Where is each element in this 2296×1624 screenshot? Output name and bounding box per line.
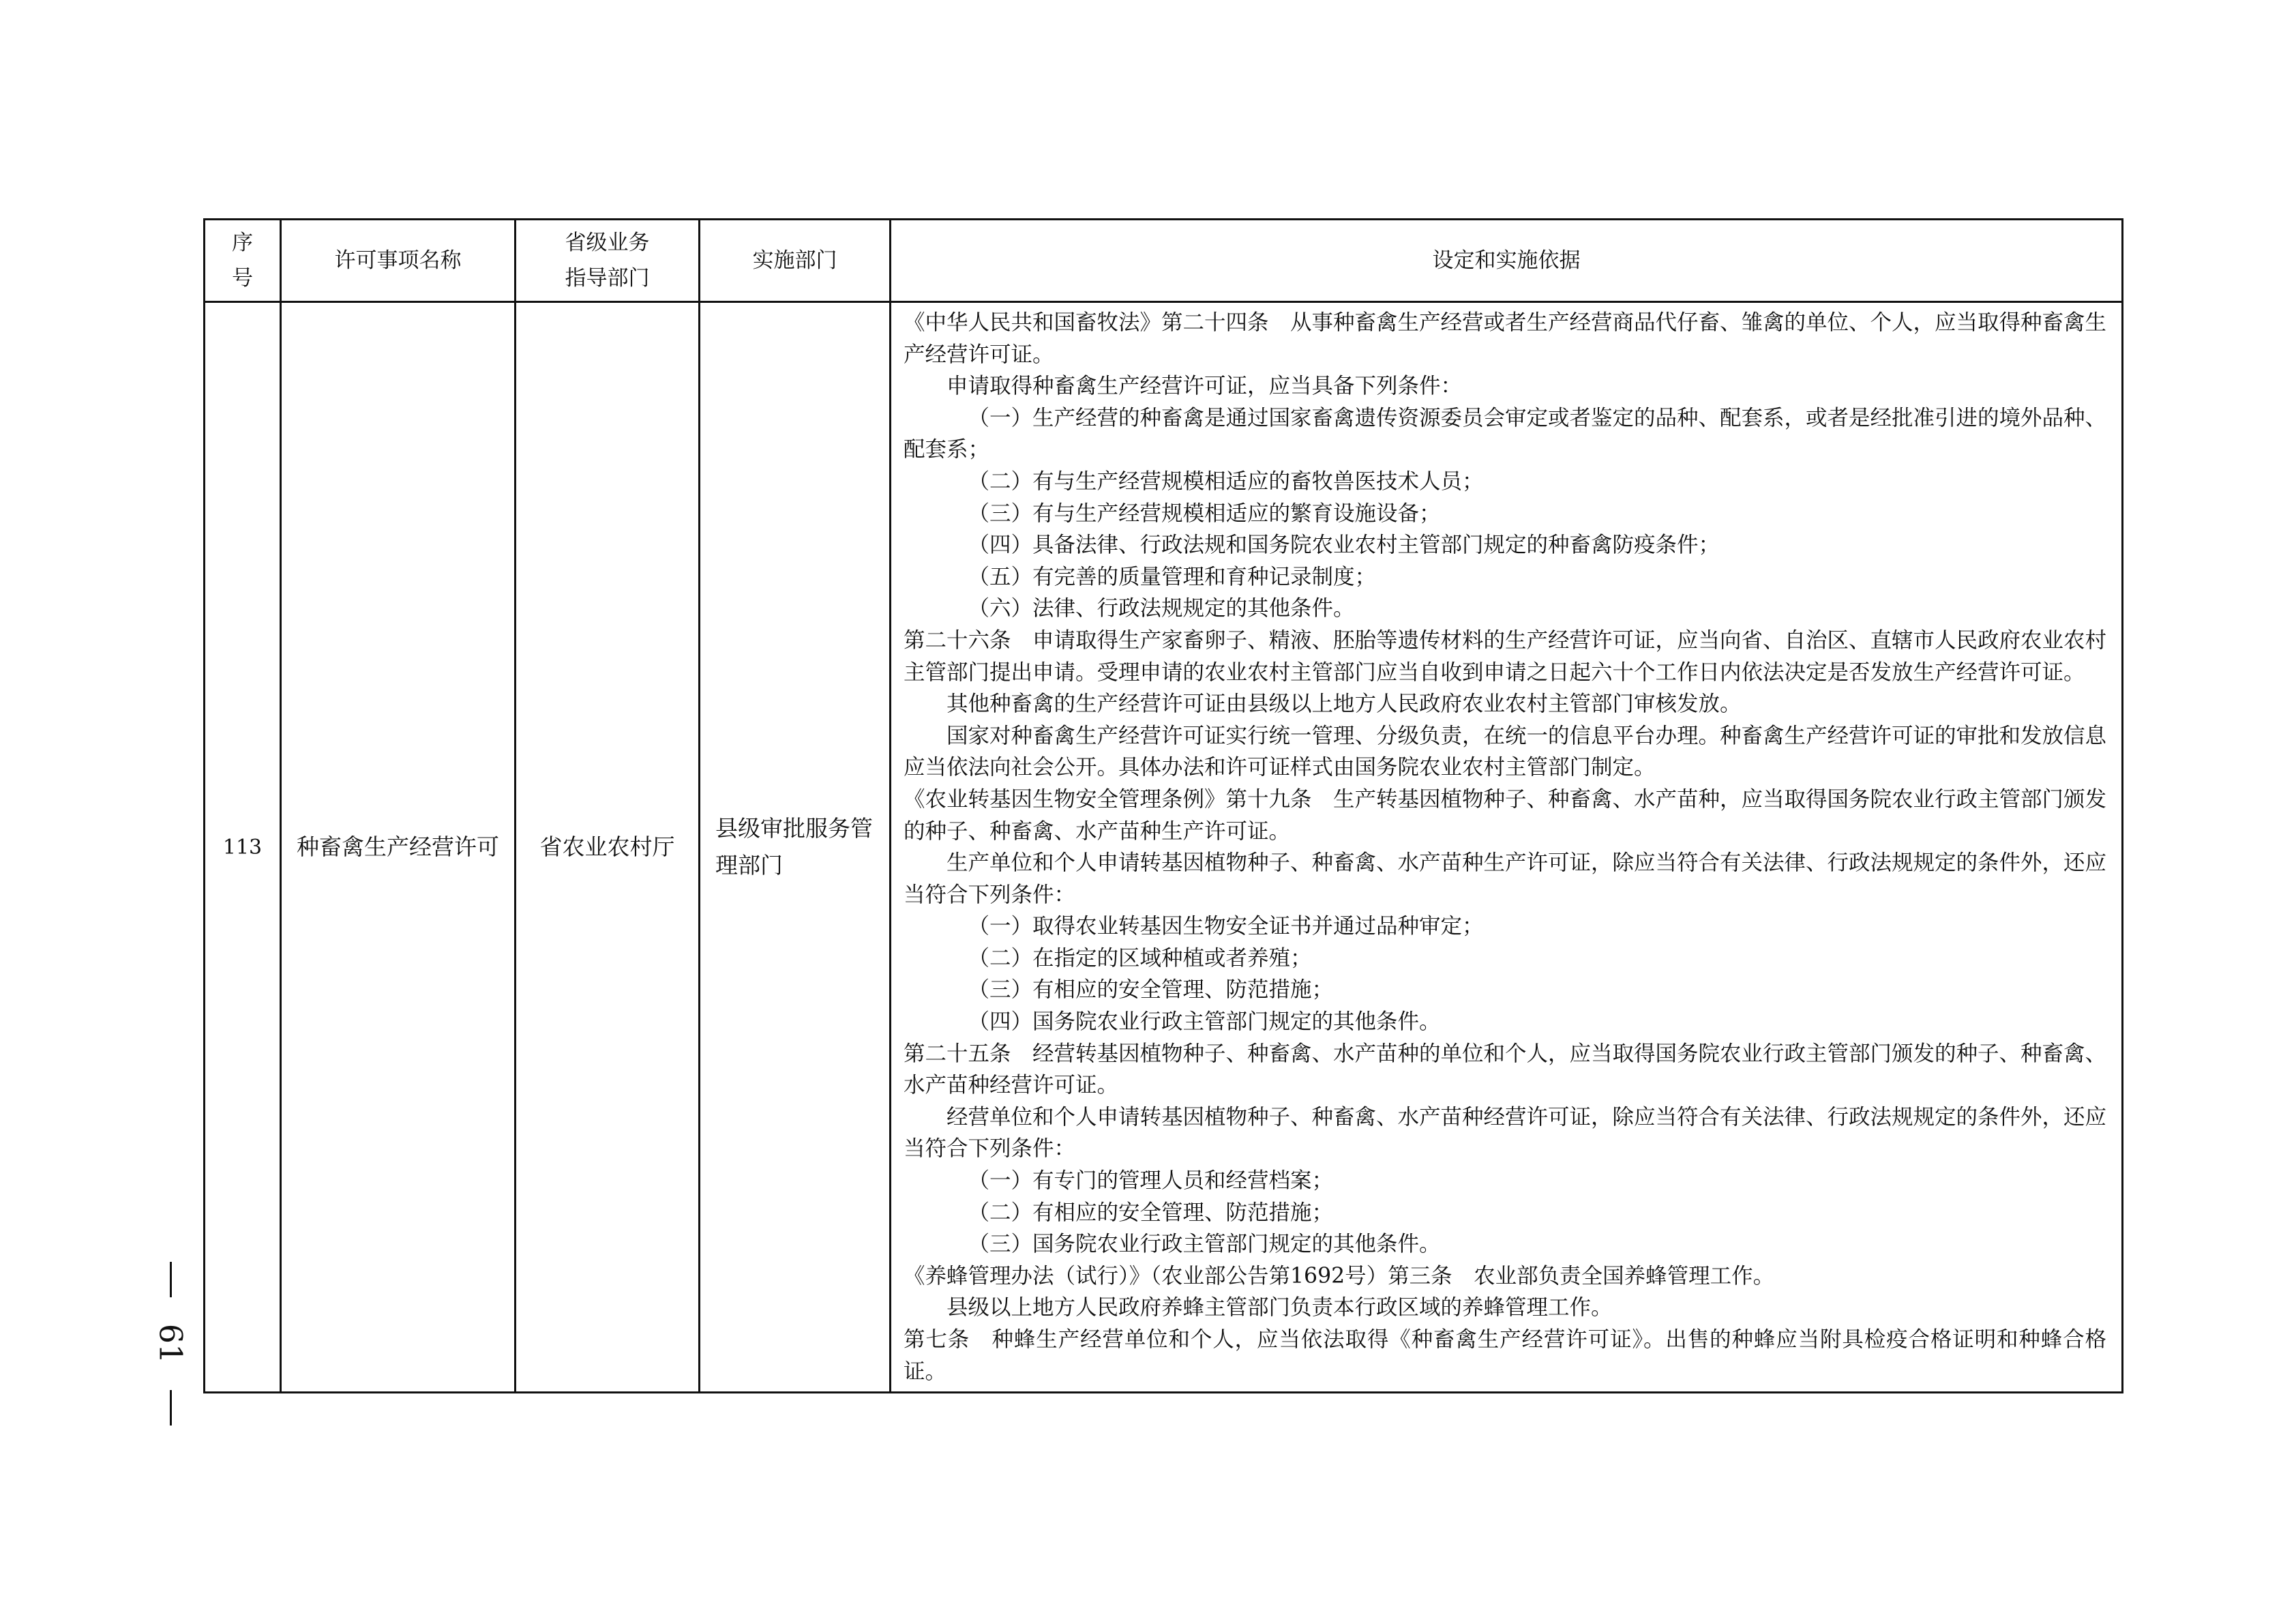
basis-paragraph: （六）法律、行政法规规定的其他条件。 — [968, 596, 1355, 621]
header-basis: 设定和实施依据 — [891, 220, 2123, 302]
basis-paragraph: 国家对种畜禽生产经营许可证实行统一管理、分级负责，在统一的信息平台办理。种畜禽生产经营许可证的审批和发放信息应当依法向社会公开。具体办法和许可证样式由国务院农业农村主管部门制定。 — [904, 723, 2107, 780]
basis-paragraph: （二）有与生产经营规模相适应的畜牧兽医技术人员； — [968, 469, 1484, 494]
basis-paragraph: 其他种畜禽的生产经营许可证由县级以上地方人民政府农业农村主管部门审核发放。 — [946, 692, 1742, 717]
header-row — [205, 220, 2123, 302]
basis-paragraph: （三）有与生产经营规模相适应的繁育设施设备； — [968, 501, 1441, 526]
basis-paragraph: （一）有专门的管理人员和经营档案； — [968, 1168, 1334, 1194]
basis-paragraph: （一）取得农业转基因生物安全证书并通过品种审定； — [968, 914, 1484, 939]
basis-paragraph: 《农业转基因生物安全管理条例》第十九条 生产转基因植物种子、种畜禽、水产苗种，应当取得国务院农业行政主管部门颁发的种子、种畜禽、水产苗种生产许可证。 — [904, 786, 2107, 844]
basis-paragraph: （二）有相应的安全管理、防范措施； — [968, 1200, 1334, 1225]
basis-paragraph: 县级以上地方人民政府养蜂主管部门负责本行政区域的养蜂管理工作。 — [946, 1295, 1613, 1320]
basis-paragraph: （二）在指定的区域种植或者养殖； — [968, 945, 1312, 971]
header-name: 许可事项名称 — [281, 220, 516, 302]
basis-paragraph: （四）具备法律、行政法规和国务院农业农村主管部门规定的种畜禽防疫条件； — [968, 533, 1720, 558]
page-number — [147, 1262, 194, 1426]
basis-paragraph: （四）国务院农业行政主管部门规定的其他条件。 — [968, 1009, 1441, 1035]
header-dept — [516, 220, 700, 302]
row-permit-name: 种畜禽生产经营许可 — [281, 302, 516, 1393]
basis-paragraph: （三）有相应的安全管理、防范措施； — [968, 977, 1334, 1003]
row-seq: 113 — [205, 302, 281, 1393]
basis-paragraph: 《养蜂管理办法（试行）》（农业部公告第1692号）第三条 农业部负责全国养蜂管理工作。 — [904, 1263, 1775, 1288]
basis-paragraph: 申请取得种畜禽生产经营许可证，应当具备下列条件： — [946, 374, 1463, 399]
header-dept-line1: 省级业务 — [565, 231, 650, 255]
row-impl-dept: 县级审批服务管理部门 — [700, 302, 891, 1393]
table-row — [205, 302, 2123, 1393]
header-impl: 实施部门 — [700, 220, 891, 302]
basis-paragraph: 第七条 种蜂生产经营单位和个人，应当依法取得《种畜禽生产经营许可证》。出售的种蜂应当附具检疫合格证明和种蜂合格证。 — [904, 1327, 2106, 1384]
header-seq-line1: 序 — [232, 231, 253, 255]
basis-paragraph: （五）有完善的质量管理和育种记录制度； — [968, 564, 1377, 589]
row-basis — [891, 302, 2123, 1393]
basis-paragraph: （一）生产经营的种畜禽是通过国家畜禽遗传资源委员会审定或者鉴定的品种、配套系，或者是经批准引进的境外品种、配套系； — [904, 405, 2107, 462]
basis-paragraph: 第二十五条 经营转基因植物种子、种畜禽、水产苗种的单位和个人，应当取得国务院农业行政主管部门颁发的种子、种畜禽、水产苗种经营许可证。 — [904, 1041, 2107, 1098]
row-guide-dept: 省农业农村厅 — [516, 302, 700, 1393]
permit-table — [203, 218, 2123, 1393]
basis-paragraph: 第二十六条 申请取得生产家畜卵子、精液、胚胎等遗传材料的生产经营许可证，应当向省、自治区、直辖市人民政府农业农村主管部门提出申请。受理申请的农业农村主管部门应当自收到申请之日起六十个工作日内依法决定是否发放生产经营许可证。 — [904, 628, 2107, 685]
basis-paragraph: 《中华人民共和国畜牧法》第二十四条 从事种畜禽生产经营或者生产经营商品代仔畜、雏禽的单位、个人，应当取得种畜禽生产经营许可证。 — [904, 310, 2107, 367]
basis-paragraph: 生产单位和个人申请转基因植物种子、种畜禽、水产苗种生产许可证，除应当符合有关法律、行政法规规定的条件外，还应当符合下列条件： — [904, 851, 2107, 907]
basis-paragraph: 经营单位和个人申请转基因植物种子、种畜禽、水产苗种经营许可证，除应当符合有关法律、行政法规规定的条件外，还应当符合下列条件： — [904, 1104, 2107, 1162]
header-seq-line2: 号 — [232, 266, 253, 291]
page-number-dash-top — [170, 1262, 172, 1297]
basis-paragraph: （三）国务院农业行政主管部门规定的其他条件。 — [968, 1232, 1441, 1257]
page-number-value: 61 — [151, 1323, 189, 1364]
page-number-dash-bottom — [170, 1390, 172, 1426]
header-dept-line2: 指导部门 — [565, 266, 650, 291]
header-seq — [205, 220, 281, 302]
